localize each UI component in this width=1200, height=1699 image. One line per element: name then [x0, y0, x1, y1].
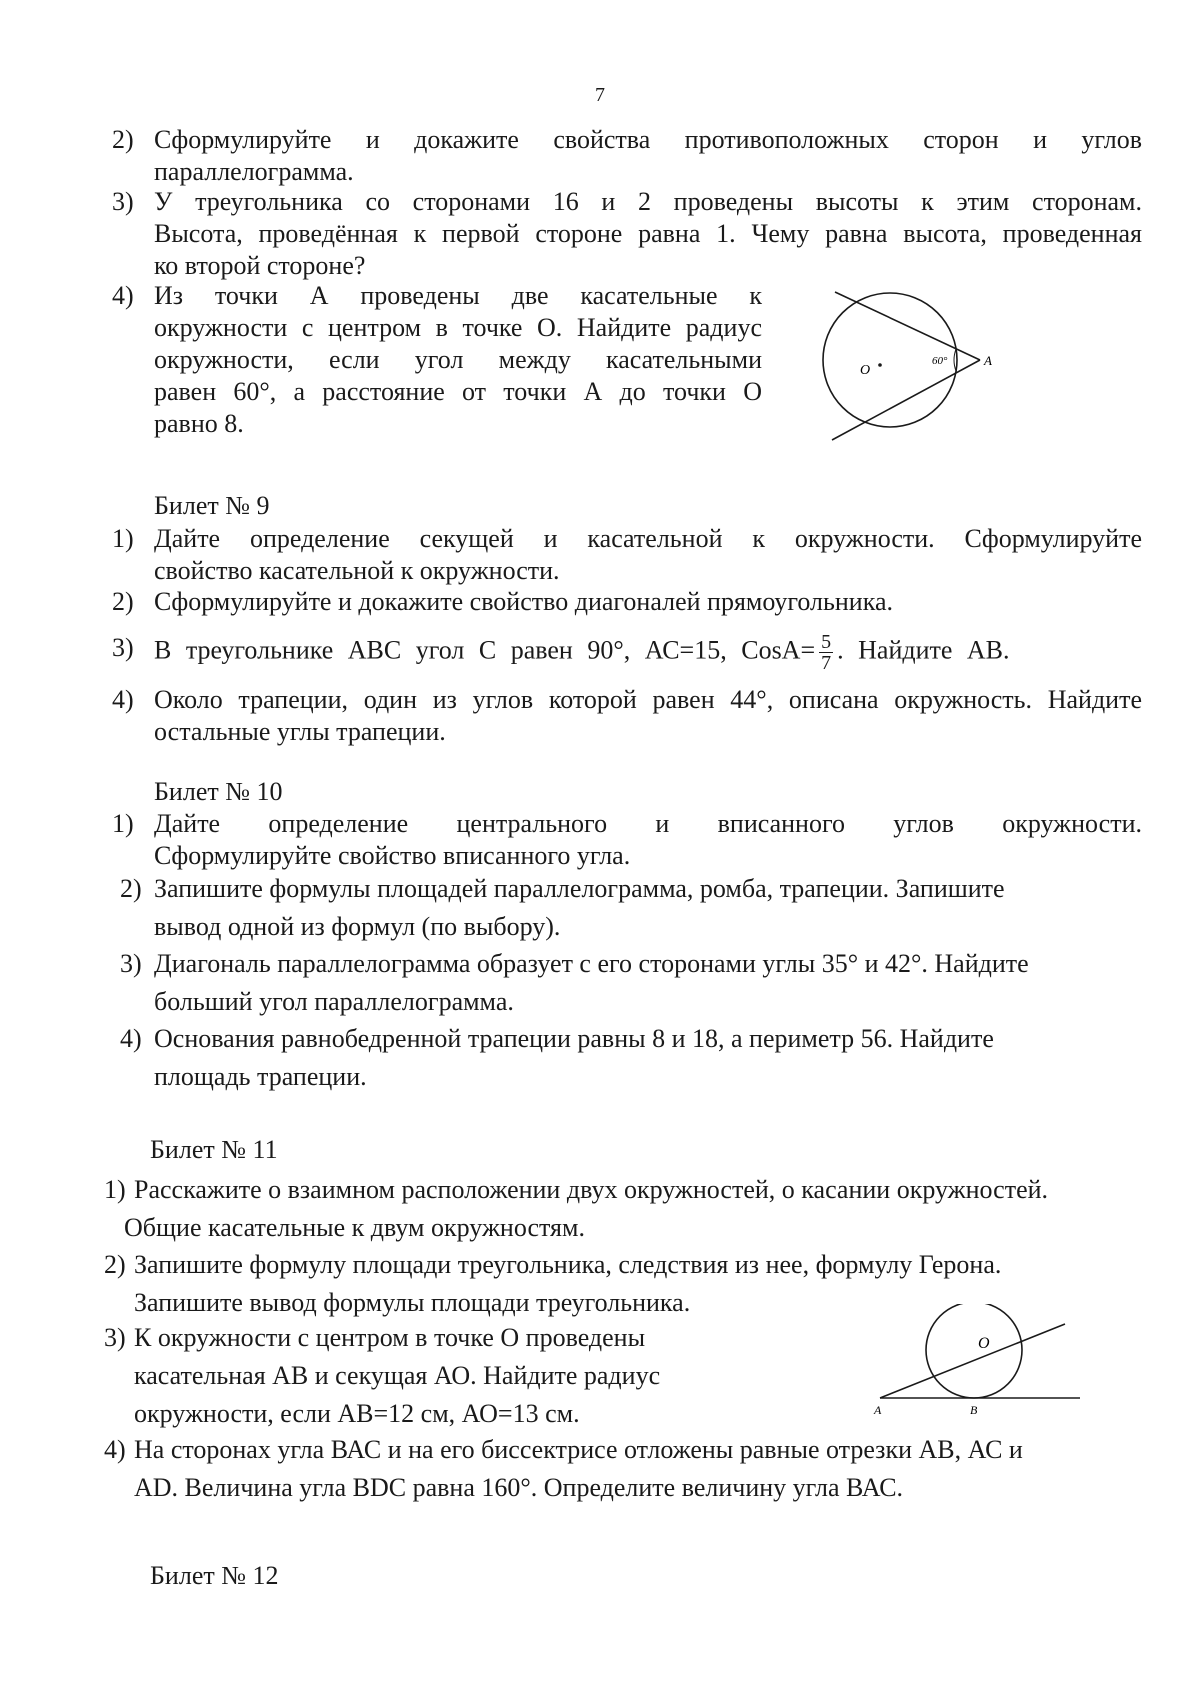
- angle-arc: [954, 349, 956, 371]
- question-line: равен 60°, а расстояние от точки А до точки О: [154, 377, 762, 406]
- question-line: Диагональ параллелограмма образует с его сторонами углы 35° и 42°. Найдите: [154, 949, 1029, 978]
- question-number: 4): [112, 281, 134, 310]
- question-line: К окружности с центром в точке О проведены: [134, 1323, 646, 1352]
- question-number: 3): [120, 949, 142, 978]
- question-line: Основания равнобедренной трапеции равны 8 и 18, а периметр 56. Найдите: [154, 1024, 994, 1053]
- ticket-10-title: Билет № 10: [154, 777, 283, 806]
- ticket-11-title: Билет № 11: [150, 1135, 278, 1164]
- question-line: площадь трапеции.: [154, 1062, 367, 1091]
- center-point: [878, 363, 882, 367]
- question-line: Около трапеции, один из углов которой равен 44°, описана окружность. Найдите: [154, 685, 1142, 714]
- question-line: AD. Величина угла BDC равна 160°. Определите величину угла ВАС.: [134, 1473, 904, 1502]
- question-number: 2): [104, 1250, 126, 1279]
- question-line: Запишите вывод формулы площади треугольника.: [134, 1288, 691, 1317]
- question-line: У треугольника со сторонами 16 и 2 проведены высоты к этим сторонам.: [154, 187, 1142, 216]
- question-line: параллелограмма.: [154, 157, 354, 186]
- secant-line: [880, 1324, 1065, 1398]
- question-line: Из точки А проведены две касательные к: [154, 281, 762, 310]
- question-number: 1): [104, 1175, 126, 1204]
- question-line: Запишите формулы площадей параллелограмма, ромба, трапеции. Запишите: [154, 874, 1005, 903]
- question-number: 3): [104, 1323, 126, 1352]
- question-line: Дайте определение центрального и вписанного углов окружности.: [154, 809, 1142, 838]
- question-line: Дайте определение секущей и касательной к окружности. Сформулируйте: [154, 524, 1142, 553]
- question-line: окружности с центром в точке О. Найдите радиус: [154, 313, 762, 342]
- center-label: O: [860, 363, 871, 378]
- question-text: . Найдите АВ.: [837, 635, 1010, 665]
- question-line: остальные углы трапеции.: [154, 717, 446, 746]
- question-number: 3): [112, 187, 134, 216]
- question-line: равно 8.: [154, 409, 244, 438]
- point-a-label: A: [874, 1403, 882, 1417]
- tangent-line: [832, 360, 980, 440]
- point-a-label: A: [984, 353, 992, 368]
- question-line: Сформулируйте и докажите свойства противоположных сторон и углов: [154, 125, 1142, 154]
- tangents-figure: [820, 280, 1020, 450]
- question-number: 4): [120, 1024, 142, 1053]
- question-line: ко второй стороне?: [154, 251, 366, 280]
- question-line: Общие касательные к двум окружностям.: [124, 1213, 585, 1242]
- question-line: касательная АВ и секущая АО. Найдите радиус: [134, 1361, 661, 1390]
- question-line: Сформулируйте свойство вписанного угла.: [154, 841, 631, 870]
- question-line: Высота, проведённая к первой стороне равна 1. Чему равна высота, проведенная: [154, 219, 1142, 248]
- question-line: Расскажите о взаимном расположении двух окружностей, о касании окружностей.: [134, 1175, 1049, 1204]
- page-number: 7: [595, 84, 605, 106]
- question-line: Сформулируйте и докажите свойство диагоналей прямоугольника.: [154, 587, 893, 616]
- question-line: Запишите формулу площади треугольника, следствия из нее, формулу Герона.: [134, 1250, 1002, 1279]
- question-number: 2): [112, 587, 134, 616]
- question-number: 1): [112, 809, 134, 838]
- ticket-9-title: Билет № 9: [154, 491, 270, 520]
- question-number: 3): [112, 633, 134, 662]
- question-number: 4): [104, 1435, 126, 1464]
- fraction: [819, 632, 833, 673]
- center-label: O: [978, 1335, 990, 1352]
- question-line: окружности, если АВ=12 см, АО=13 см.: [134, 1399, 580, 1428]
- tangent-secant-figure: [860, 1304, 1090, 1424]
- question-line: больший угол параллелограмма.: [154, 987, 514, 1016]
- fraction-numerator: 5: [821, 631, 832, 653]
- ticket-12-title: Билет № 12: [150, 1561, 279, 1590]
- angle-label: 60°: [932, 355, 948, 367]
- point-b-label: B: [970, 1403, 978, 1417]
- tangent-line: [835, 292, 980, 360]
- question-number: 2): [120, 874, 142, 903]
- question-line: свойство касательной к окружности.: [154, 556, 560, 585]
- question-line: На сторонах угла ВАС и на его биссектрисе отложены равные отрезки АВ, АС и: [134, 1435, 1023, 1464]
- question-text: В треугольнике АВС угол С равен 90°, АС=15, CosA=: [154, 635, 816, 665]
- fraction-denominator: 7: [821, 652, 832, 674]
- question-number: 1): [112, 524, 134, 553]
- question-line: окружности, если угол между касательными: [154, 345, 762, 374]
- question-number: 2): [112, 125, 134, 154]
- question-number: 4): [112, 685, 134, 714]
- circle-shape: [926, 1304, 1022, 1398]
- question-line: вывод одной из формул (по выбору).: [154, 912, 561, 941]
